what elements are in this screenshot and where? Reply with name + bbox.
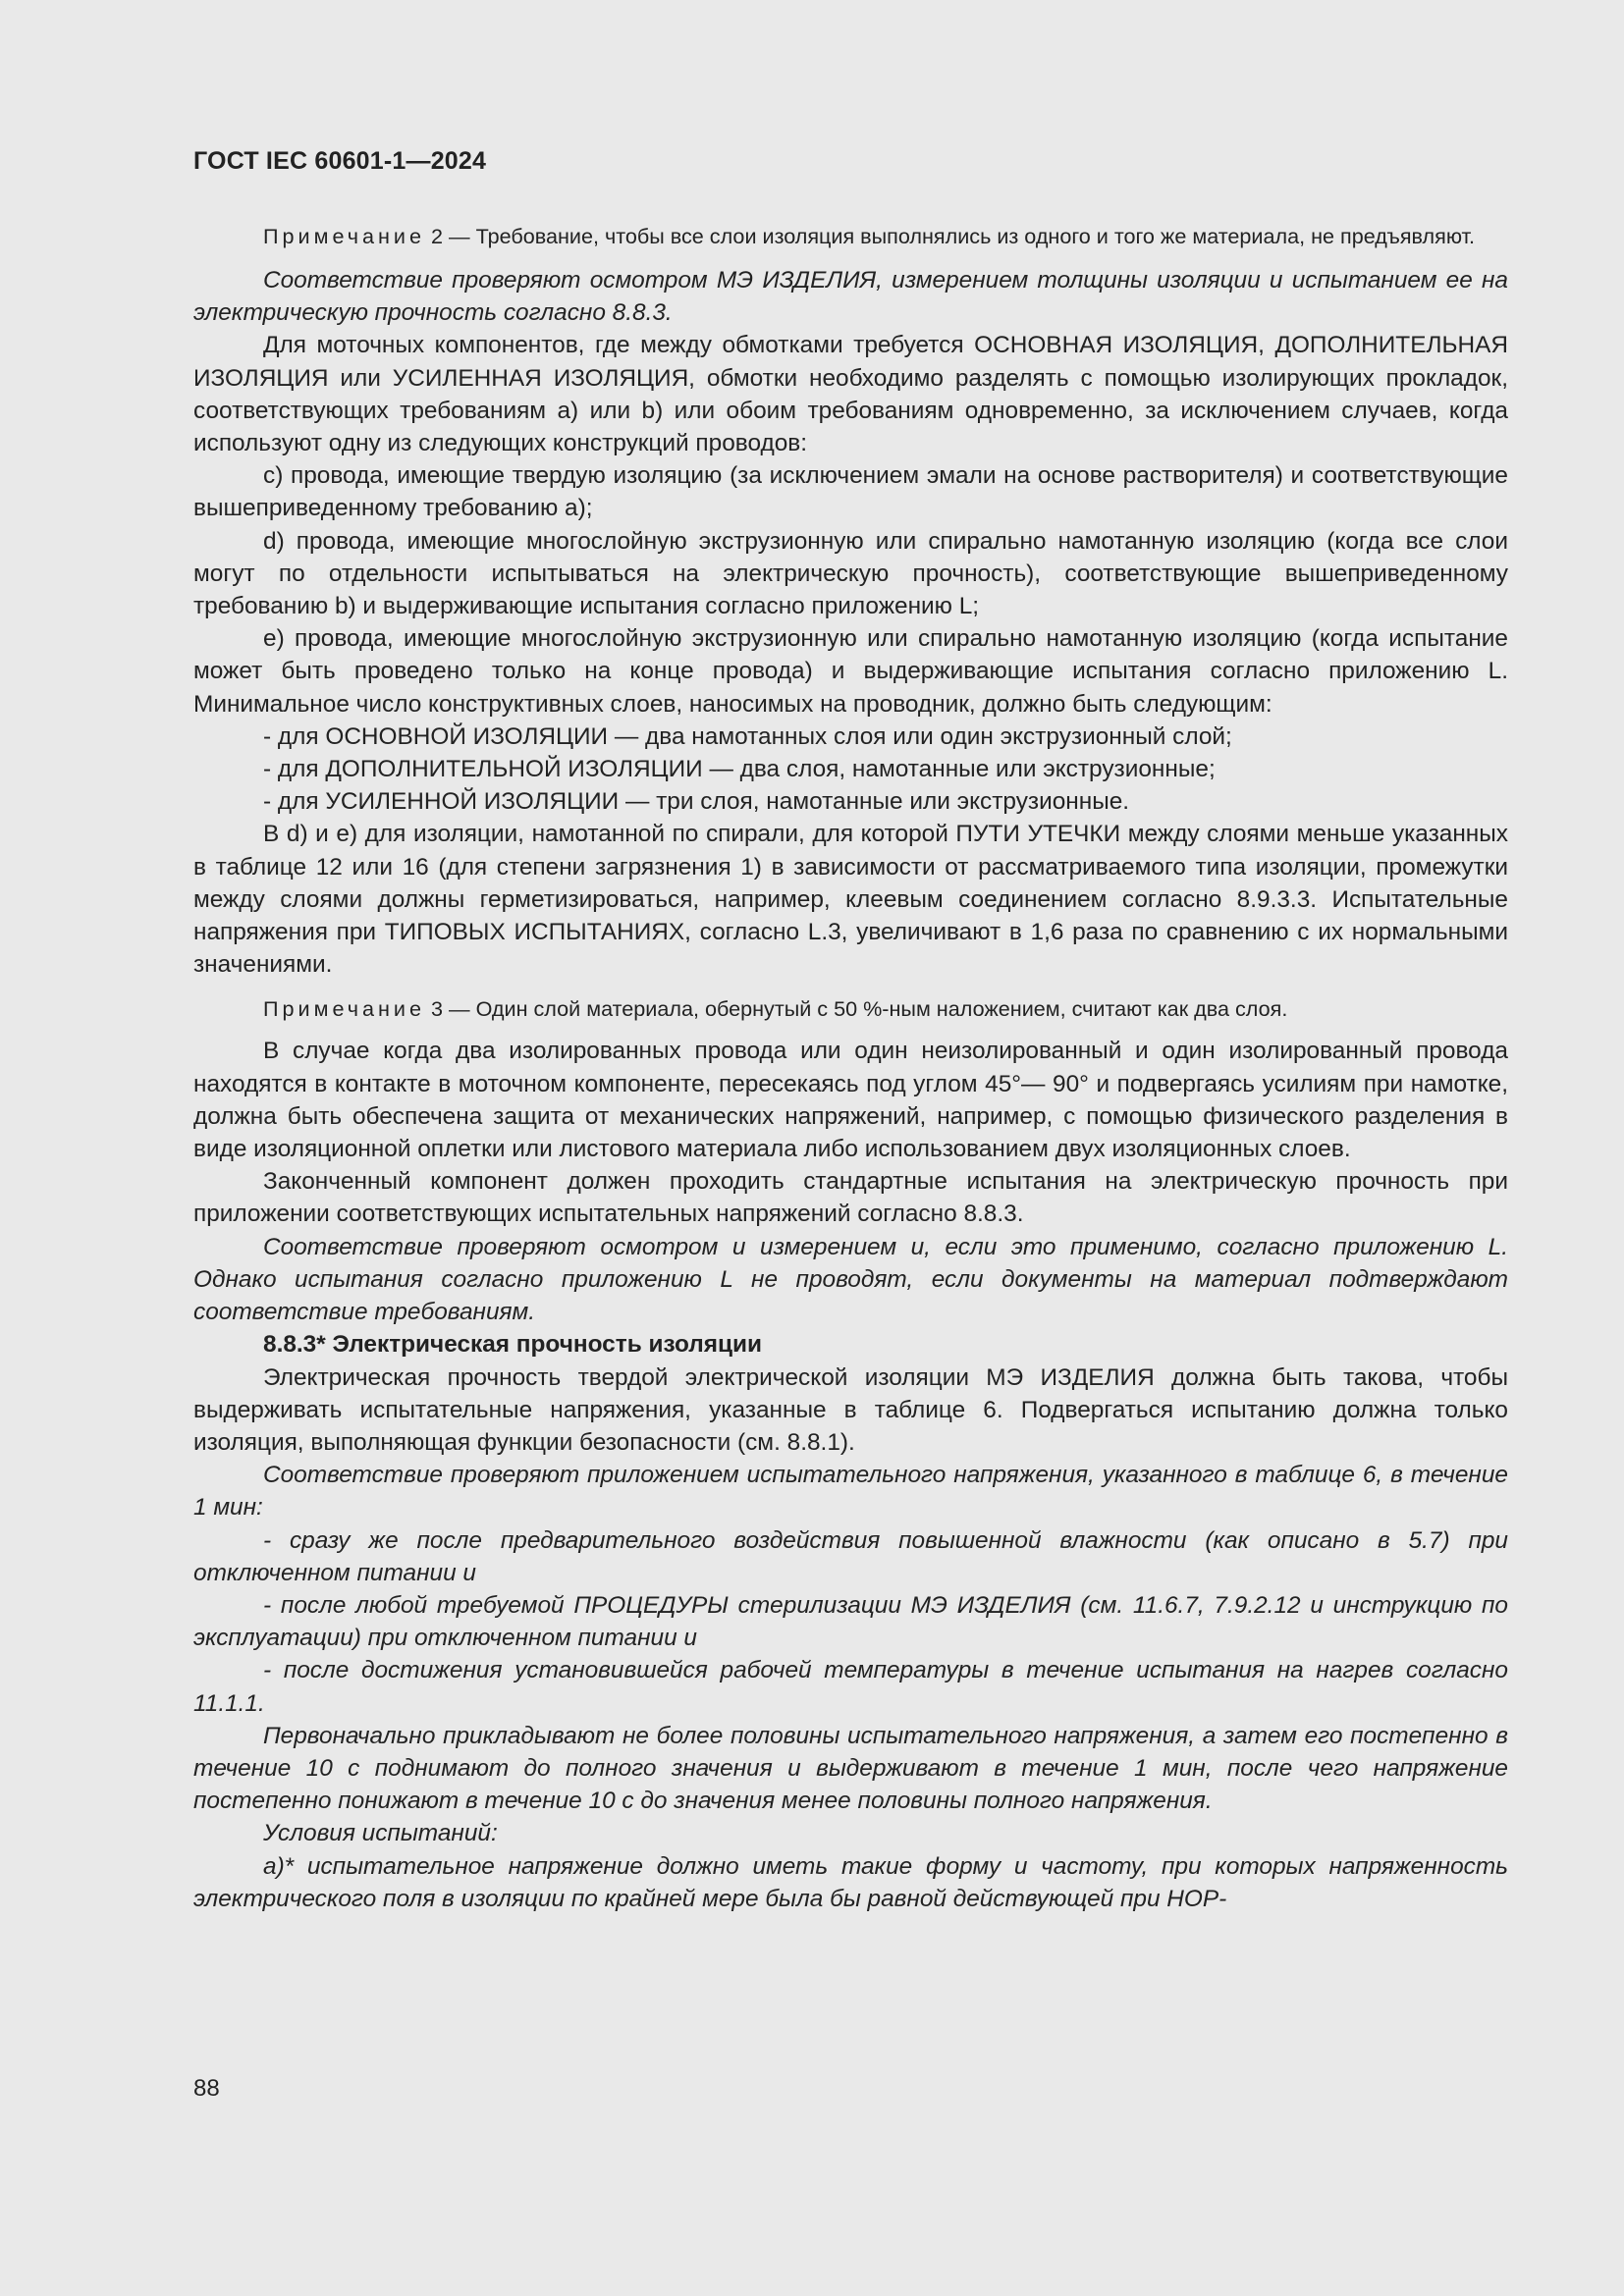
note-2-text: 2 — Требование, чтобы все слои изоляция выполнялись из одного и того же материала, не предъявляют. xyxy=(425,224,1476,248)
test-condition-item: - после достижения установившейся рабочей температуры в течение испытания на нагрев согласно 11.1.1. xyxy=(193,1657,1508,1717)
spiral-paragraph: В d) и e) для изоляции, намотанной по спирали, для которой ПУТИ УТЕЧКИ между слоями меньше указанных в таблице 12 или 16 (для степени загрязнения 1) в зависимости от рассматриваемого типа изоляции, промежутки между слоями должны герметизироваться, например, клеевым соединением согласно 8.9.3.3. Испытательные напряжения при ТИПОВЫХ ИСПЫТАНИЯХ, согласно L.3, увеличивают в 1,6 раза по сравнению с их нормальными значениями. xyxy=(193,821,1508,979)
finished-component-paragraph: Законченный компонент должен проходить стандартные испытания на электрическую прочность при приложении соответствующих испытательных напряжений согласно 8.8.3. xyxy=(193,1168,1508,1228)
dielectric-strength-paragraph: Электрическая прочность твердой электрической изоляции МЭ ИЗДЕЛИЯ должна быть такова, чтобы выдерживать испытательные напряжения, указанные в таблице 6. Подвергаться испытанию должна только изоляция, выполняющая функции безопасности (см. 8.8.1). xyxy=(193,1363,1508,1456)
layer-list-item: - для ДОПОЛНИТЕЛЬНОЙ ИЗОЛЯЦИИ — два слоя, намотанные или экструзионные; xyxy=(263,756,1216,783)
item-d: d) провода, имеющие многослойную экструзионную или спирально намотанную изоляцию (когда все слои могут по отдельности испытываться на электрическую прочность), соответствующие вышеприведенному требованию b) и выдерживающие испытания согласно приложению L; xyxy=(193,527,1508,620)
compliance-paragraph-2: Соответствие проверяют осмотром и измерением и, если это применимо, согласно приложению L. Однако испытания согласно приложению L не проводят, если документы на материал подтверждают соответствие требованиям. xyxy=(193,1233,1508,1326)
test-condition-item: - после любой требуемой ПРОЦЕДУРЫ стерилизации МЭ ИЗДЕЛИЯ (см. 11.6.7, 7.9.2.12 и инструкцию по эксплуатации) при отключенном питании и xyxy=(193,1591,1508,1652)
page-number: 88 xyxy=(193,2075,220,2102)
note-2-label: Примечание xyxy=(263,224,425,248)
test-conditions-heading: Условия испытаний: xyxy=(263,1820,498,1847)
note-3-text: 3 — Один слой материала, обернутый с 50 %-ным наложением, считают как два слоя. xyxy=(425,996,1288,1022)
layer-list-item: - для ОСНОВНОЙ ИЗОЛЯЦИИ — два намотанных слоя или один экструзионный слой; xyxy=(263,722,1232,750)
condition-a-paragraph: а)* испытательное напряжение должно иметь такие форму и частоту, при которых напряженность электрического поля в изоляции по крайней мере была бы равной действующей при НОР- xyxy=(193,1852,1508,1912)
voltage-procedure-paragraph: Первоначально прикладывают не более половины испытательного напряжения, а затем его постепенно в течение 10 с поднимают до полного значения и выдерживают в течение 1 мин, после чего напряжение постепенно понижают в течение 10 с до значения менее половины полного напряжения. xyxy=(193,1722,1508,1815)
compliance-paragraph-1: Соответствие проверяют осмотром МЭ ИЗДЕЛИЯ, измерением толщины изоляции и испытанием ее на электрическую прочность согласно 8.8.3. xyxy=(193,267,1508,327)
layer-list-item: - для УСИЛЕННОЙ ИЗОЛЯЦИИ — три слоя, намотанные или экструзионные. xyxy=(263,788,1130,816)
document-header: ГОСТ IEC 60601-1—2024 xyxy=(193,147,487,175)
winding-paragraph: Для моточных компонентов, где между обмотками требуется ОСНОВНАЯ ИЗОЛЯЦИЯ, ДОПОЛНИТЕЛЬНАЯ ИЗОЛЯЦИЯ или УСИЛЕННАЯ ИЗОЛЯЦИЯ, обмотки необходимо разделять с помощью изолирующих прокладок, соответствующих требованиям a) или b) или обоим требованиям одновременно, за исключением случаев, когда используют одну из следующих конструкций проводов: xyxy=(193,332,1508,457)
section-heading: 8.8.3* Электрическая прочность изоляции xyxy=(263,1331,762,1359)
page-body xyxy=(193,222,1508,1915)
crossing-wires-paragraph: В случае когда два изолированных провода или один неизолированный и один изолированный провода находятся в контакте в моточном компоненте, пересекаясь под углом 45°— 90° и подвергаясь усилиям при намотке, должна быть обеспечена защита от механических напряжений, например, с помощью физического разделения в виде изоляционной оплетки или листового материала либо использованием двух изоляционных слоев. xyxy=(193,1038,1508,1163)
item-e: e) провода, имеющие многослойную экструзионную или спирально намотанную изоляцию (когда испытание может быть проведено только на конце провода) и выдерживающие испытания согласно приложению L. Минимальное число конструктивных слоев, наносимых на проводник, должно быть следующим: xyxy=(193,625,1508,718)
item-c: c) провода, имеющие твердую изоляцию (за исключением эмали на основе растворителя) и соответствующие вышеприведенному требованию а); xyxy=(193,462,1508,522)
note-3 xyxy=(193,994,1508,1023)
note-2 xyxy=(193,222,1508,250)
compliance-paragraph-3: Соответствие проверяют приложением испытательного напряжения, указанного в таблице 6, в течение 1 мин: xyxy=(193,1462,1508,1522)
test-condition-item: - сразу же после предварительного воздействия повышенной влажности (как описано в 5.7) при отключенном питании и xyxy=(193,1526,1508,1586)
note-3-label: Примечание xyxy=(263,996,425,1022)
